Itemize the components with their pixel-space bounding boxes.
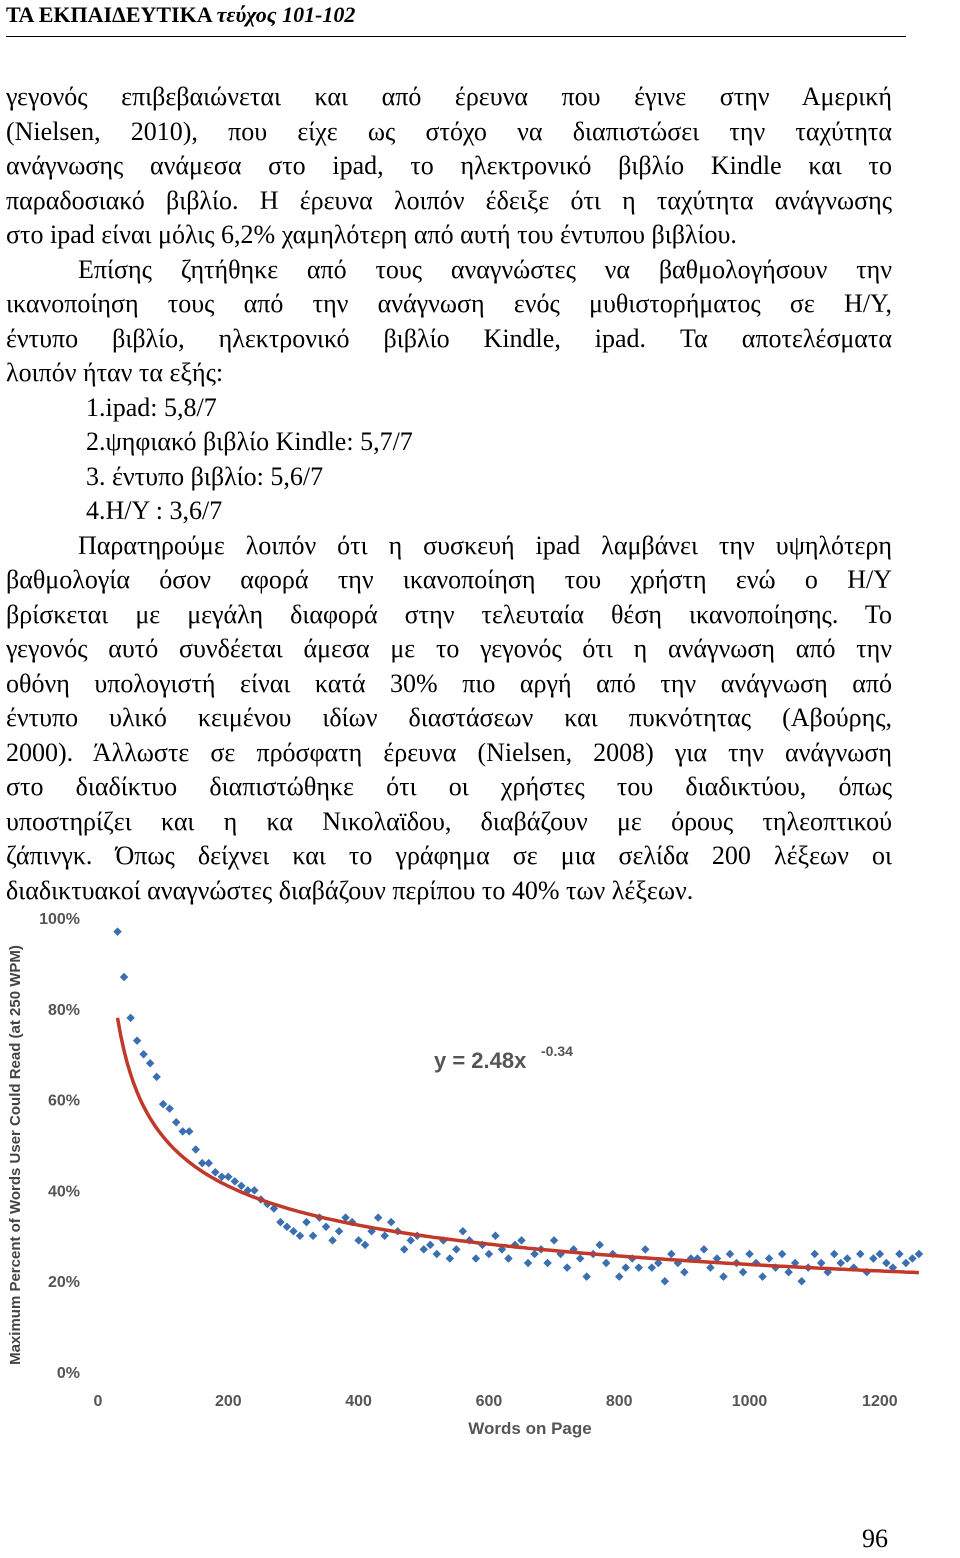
data-point bbox=[817, 1259, 825, 1267]
text-line: 4.Η/Υ : 3,6/7 bbox=[86, 496, 223, 525]
data-point bbox=[433, 1250, 441, 1258]
text-line: γεγονός αυτό συνδέεται άμεσα με το γεγονός ότι η ανάγνωση από την bbox=[6, 634, 892, 663]
data-point bbox=[765, 1254, 773, 1262]
equation-label: y = 2.48x bbox=[434, 1048, 527, 1073]
data-point bbox=[504, 1254, 512, 1262]
x-tick-label: 1000 bbox=[731, 1393, 768, 1410]
text-line: (Nielsen, 2010), που είχε ως στόχο να διαπιστώσει την ταχύτητα bbox=[6, 116, 892, 146]
data-point bbox=[146, 1059, 154, 1067]
data-point bbox=[843, 1254, 851, 1262]
data-point bbox=[758, 1272, 766, 1280]
data-point bbox=[908, 1254, 916, 1262]
data-point bbox=[810, 1250, 818, 1258]
data-point bbox=[250, 1186, 258, 1194]
data-point bbox=[563, 1263, 571, 1271]
data-point bbox=[648, 1263, 656, 1271]
text-line: βαθμολογία όσον αφορά την ικανοποίηση του χρήστη ενώ ο Η/Υ bbox=[6, 565, 892, 594]
data-point bbox=[296, 1232, 304, 1240]
data-point bbox=[400, 1245, 408, 1253]
data-point bbox=[726, 1250, 734, 1258]
data-point bbox=[530, 1250, 538, 1258]
data-point bbox=[113, 927, 121, 935]
data-point bbox=[641, 1245, 649, 1253]
data-point bbox=[667, 1250, 675, 1258]
data-point bbox=[335, 1227, 343, 1235]
data-point bbox=[778, 1250, 786, 1258]
data-point bbox=[120, 973, 128, 981]
x-tick-label: 400 bbox=[345, 1393, 372, 1410]
data-point bbox=[302, 1218, 310, 1226]
data-point bbox=[869, 1254, 877, 1262]
data-point bbox=[876, 1250, 884, 1258]
data-point bbox=[745, 1250, 753, 1258]
text-line: Επίσης ζητήθηκε από τους αναγνώστες να βαθμολογήσουν την bbox=[78, 254, 892, 284]
data-point bbox=[159, 1100, 167, 1108]
data-point bbox=[485, 1250, 493, 1258]
data-point bbox=[328, 1236, 336, 1244]
text-line: λοιπόν ήταν τα εξής: bbox=[6, 358, 224, 387]
data-point bbox=[784, 1268, 792, 1276]
data-point bbox=[231, 1177, 239, 1185]
data-point bbox=[472, 1254, 480, 1262]
text-line: στο διαδίκτυο διαπιστώθηκε ότι οι χρήστες του διαδικτύου, όπως bbox=[6, 772, 892, 801]
text-line: βρίσκεται με μεγάλη διαφορά στην τελευταία θέση ικανοποίησης. Το bbox=[6, 599, 892, 629]
data-point bbox=[374, 1213, 382, 1221]
text-line: ικανοποίηση τους από την ανάγνωση ενός μυθιστορήματος σε Η/Υ, bbox=[6, 289, 892, 318]
data-point bbox=[172, 1118, 180, 1126]
data-point bbox=[224, 1173, 232, 1181]
data-point bbox=[830, 1250, 838, 1258]
data-point bbox=[582, 1272, 590, 1280]
text-line: 2000). Άλλωστε σε πρόσφατη έρευνα (Nielsen, 2008) για την ανάγνωση bbox=[6, 737, 892, 767]
journal-header bbox=[6, 2, 906, 37]
text-line: έντυπο υλικό κειμένου ιδίων διαστάσεων και πυκνότητας (Αβούρης, bbox=[6, 703, 892, 732]
journal-title: ΤΑ ΕΚΠΑΙΔΕΥΤΙΚΑ bbox=[6, 2, 213, 27]
y-tick-label: 100% bbox=[39, 911, 80, 928]
data-point bbox=[837, 1259, 845, 1267]
data-point bbox=[322, 1222, 330, 1230]
y-tick-label: 20% bbox=[47, 1274, 80, 1292]
data-point bbox=[139, 1050, 147, 1058]
x-tick-label: 0 bbox=[93, 1393, 103, 1410]
data-point bbox=[126, 1014, 134, 1022]
text-line: Παρατηρούμε λοιπόν ότι η συσκευή ipad λαμβάνει την υψηλότερη bbox=[78, 530, 892, 560]
data-point bbox=[283, 1222, 291, 1230]
x-tick-label: 1200 bbox=[862, 1393, 898, 1410]
data-point bbox=[406, 1236, 414, 1244]
data-point bbox=[882, 1259, 890, 1267]
data-point bbox=[543, 1259, 551, 1267]
data-point bbox=[550, 1236, 558, 1244]
data-point bbox=[856, 1250, 864, 1258]
x-tick-label: 800 bbox=[605, 1393, 633, 1410]
data-point bbox=[237, 1182, 245, 1190]
data-point bbox=[354, 1236, 362, 1244]
data-point bbox=[661, 1277, 669, 1285]
data-point bbox=[622, 1263, 630, 1271]
data-point bbox=[895, 1250, 903, 1258]
data-point bbox=[902, 1259, 910, 1267]
data-point bbox=[152, 1073, 160, 1081]
y-tick-label: 80% bbox=[47, 1001, 80, 1019]
data-point bbox=[133, 1036, 141, 1044]
data-point bbox=[452, 1245, 460, 1253]
data-point bbox=[309, 1232, 317, 1240]
y-tick-label: 60% bbox=[47, 1092, 80, 1110]
y-tick-label: 40% bbox=[47, 1183, 80, 1201]
data-point bbox=[517, 1236, 525, 1244]
data-point bbox=[446, 1254, 454, 1262]
y-axis-label: Maximum Percent of Words User Could Read (at 250 WPM) bbox=[7, 945, 24, 1365]
text-line: υποστηρίζει και η κα Νικολαϊδου, διαβάζουν με όρους τηλεοπτικού bbox=[6, 806, 892, 836]
data-point bbox=[576, 1254, 584, 1262]
text-line: οθόνη υπολογιστή είναι κατά 30% πιο αργή από την ανάγνωση από bbox=[6, 668, 892, 698]
data-point bbox=[719, 1272, 727, 1280]
text-line: παραδοσιακό βιβλίο. Η έρευνα λοιπόν έδειξε ότι η ταχύτητα ανάγνωσης bbox=[6, 185, 892, 215]
data-point bbox=[915, 1250, 923, 1258]
data-point bbox=[185, 1127, 193, 1135]
data-point bbox=[380, 1232, 388, 1240]
data-point bbox=[165, 1104, 173, 1112]
page-number: 96 bbox=[862, 1524, 888, 1553]
data-point bbox=[420, 1245, 428, 1253]
data-point bbox=[426, 1241, 434, 1249]
data-point bbox=[797, 1277, 805, 1285]
data-point bbox=[739, 1268, 747, 1276]
data-point bbox=[706, 1263, 714, 1271]
data-point bbox=[205, 1159, 213, 1167]
text-line: 2.ψηφιακό βιβλίο Kindle: 5,7/7 bbox=[86, 427, 413, 456]
text-line: γεγονός επιβεβαιώνεται και από έρευνα που έγινε στην Αμερική bbox=[6, 82, 892, 111]
x-tick-label: 600 bbox=[475, 1393, 503, 1410]
data-point bbox=[595, 1241, 603, 1249]
text-line: έντυπο βιβλίο, ηλεκτρονικό βιβλίο Kindle, ipad. Τα αποτελέσματα bbox=[6, 323, 892, 353]
data-point bbox=[459, 1227, 467, 1235]
x-tick-label: 200 bbox=[214, 1393, 242, 1410]
data-point bbox=[387, 1218, 395, 1226]
text-line: ζάπινγκ. Όπως δείχνει και το γράφημα σε μια σελίδα 200 λέξεων οι bbox=[6, 841, 892, 870]
data-point bbox=[680, 1268, 688, 1276]
text-line: στο ipad είναι μόλις 6,2% χαμηλότερη από αυτή του έντυπου βιβλίου. bbox=[6, 220, 737, 249]
equation-exponent: -0.34 bbox=[541, 1043, 573, 1059]
data-point bbox=[361, 1241, 369, 1249]
data-point bbox=[289, 1227, 297, 1235]
text-line: 3. έντυπο βιβλίο: 5,6/7 bbox=[86, 461, 324, 491]
data-point bbox=[524, 1259, 532, 1267]
text-line: ανάγνωσης ανάμεσα στο ipad, το ηλεκτρονικό βιβλίο Kindle και το bbox=[6, 151, 892, 180]
x-axis-label: Words on Page bbox=[468, 1419, 592, 1438]
data-point bbox=[700, 1245, 708, 1253]
reading-percent-chart bbox=[0, 900, 960, 1450]
journal-issue: τεύχος 101-102 bbox=[216, 2, 356, 27]
data-point bbox=[191, 1145, 199, 1153]
y-tick-label: 0% bbox=[56, 1365, 80, 1382]
data-point bbox=[491, 1232, 499, 1240]
data-point bbox=[615, 1272, 623, 1280]
text-line: 1.ipad: 5,8/7 bbox=[86, 392, 217, 422]
data-point bbox=[211, 1168, 219, 1176]
text-line: διαδικτυακοί αναγνώστες διαβάζουν περίπου το 40% των λέξεων. bbox=[6, 875, 694, 905]
data-point bbox=[635, 1263, 643, 1271]
data-point bbox=[602, 1259, 610, 1267]
data-point bbox=[276, 1218, 284, 1226]
